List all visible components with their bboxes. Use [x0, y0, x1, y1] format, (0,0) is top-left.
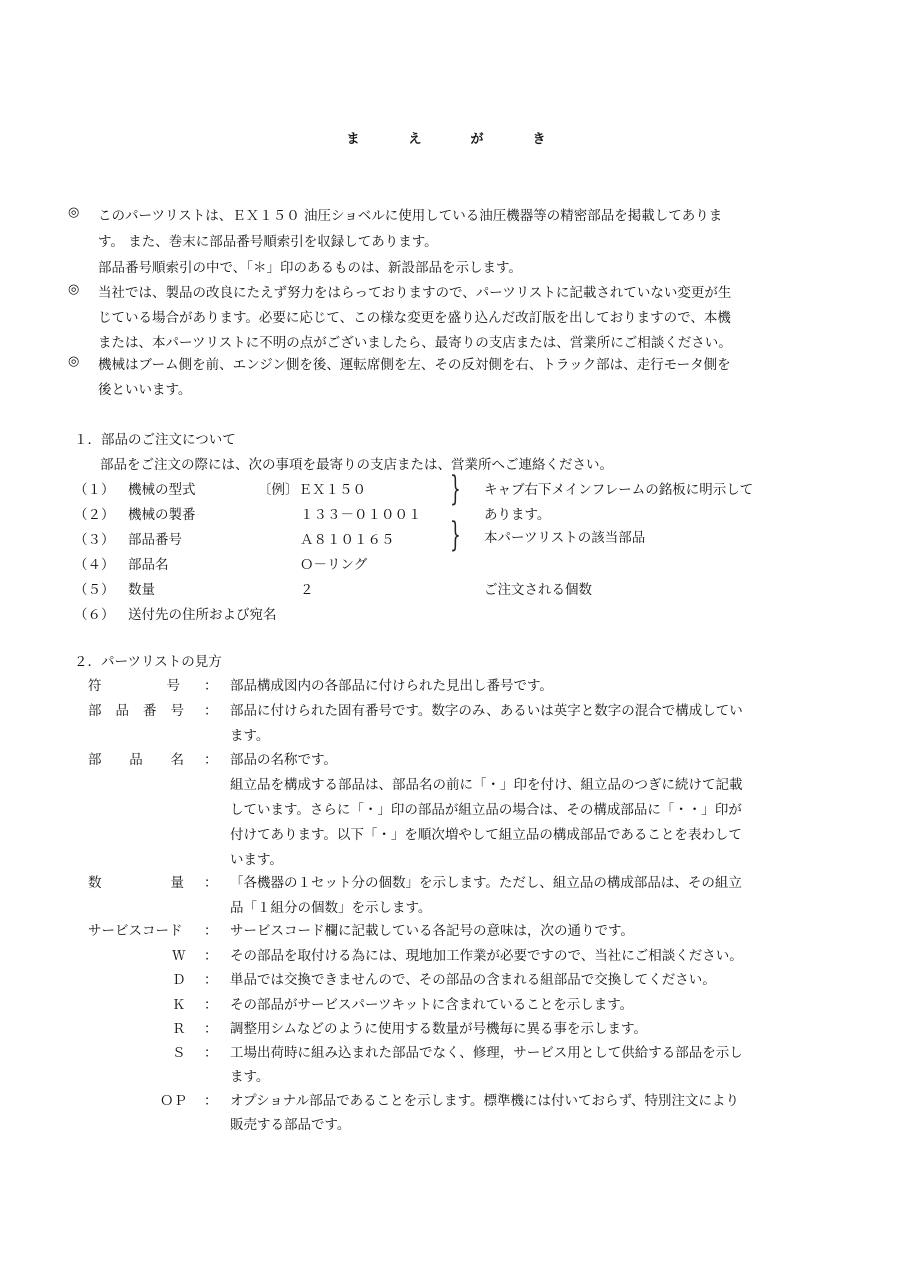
preface-p2-line-3: または、本パーツリストに不明の点がございましたら、最寄りの支店または、営業所にご相談ください。: [98, 335, 732, 351]
term-label: 部品名: [88, 752, 184, 768]
term-description: ます。: [230, 728, 270, 744]
order-item-number: （１）: [74, 482, 115, 498]
preface-p1-line-3: 部品番号順索引の中で、「＊」印のあるものは、新設部品を示します。: [98, 260, 522, 276]
order-item-label: 機械の型式: [128, 482, 196, 498]
service-code: Ｋ: [172, 997, 186, 1013]
service-code-description: 販売する部品です。: [230, 1117, 351, 1133]
brace-icon: }: [450, 469, 461, 509]
service-code-description: 工場出荷時に組み込まれた部品でなく、修理，サービス用として供給する部品を示し: [230, 1045, 743, 1061]
note-plate-line-2: あります。: [484, 507, 551, 523]
section1-intro: 部品をご注文の際には、次の事項を最寄りの支店または、営業所へご連絡ください。: [100, 457, 613, 473]
order-item-label: 送付先の住所および宛名: [128, 607, 277, 623]
order-item-label: 数量: [128, 582, 155, 598]
note-parts-list: 本パーツリストの該当部品: [484, 530, 646, 546]
order-item-number: （６）: [74, 607, 115, 623]
order-item-number: （５）: [74, 582, 115, 598]
term-label: 数量: [88, 875, 184, 891]
term-description: 部品に付けられた固有番号です。数字のみ、あるいは英字と数字の混合で構成してい: [230, 703, 743, 719]
order-item-value: Ａ８１０１６５: [300, 532, 395, 548]
preface-p1-line-2: す。 また、巻末に部品番号順索引を収録してあります。: [98, 234, 438, 250]
service-code-description: その部品がサービスパーツキットに含まれていることを示します。: [230, 997, 634, 1013]
term-label: サービスコード: [88, 923, 183, 939]
service-code: Ｗ: [172, 948, 186, 964]
service-code: Ｒ: [172, 1021, 186, 1037]
preface-p2-line-2: じている場合があります。必要に応じて、この様な変更を盛り込んだ改訂版を出しておりますので、本機: [98, 310, 731, 326]
term-colon: ：: [204, 678, 218, 694]
order-item-number: （２）: [74, 507, 115, 523]
term-colon: ：: [204, 997, 218, 1013]
term-description: しています。さらに「・」印の部品が組立品の場合は、その構成部品に「・・」印が: [230, 802, 742, 818]
term-colon: ：: [204, 1045, 218, 1061]
term-colon: ：: [204, 923, 218, 939]
term-description: 品「１組分の個数」を示します。: [230, 900, 432, 916]
order-item-label: 部品名: [128, 557, 169, 573]
service-code: Ｄ: [172, 972, 186, 988]
preface-p1-line-1: このパーツリストは、ＥＸ１５０ 油圧ショベルに使用している油圧機器等の精密部品を掲載してありま: [98, 208, 723, 224]
preface-p3-line-2: 後といいます。: [98, 382, 192, 398]
page-title: ま え が き: [346, 132, 564, 147]
order-item-number: （３）: [74, 532, 115, 548]
service-code: ＯＰ: [160, 1093, 187, 1109]
service-code-description: 調整用シムなどのように使用する数量が号機毎に異る事を示します。: [230, 1021, 647, 1037]
service-code-description: オプショナル部品であることを示します。標準機には付いておらず、特別注文により: [230, 1093, 739, 1109]
term-description: 部品構成図内の各部品に付けられた見出し番号です。: [230, 678, 553, 694]
section1-heading: １．部品のご注文について: [74, 432, 236, 448]
service-code-description: ます。: [230, 1069, 270, 1085]
term-colon: ：: [204, 752, 218, 768]
term-colon: ：: [204, 1093, 218, 1109]
order-item-value: Ｏ－リング: [300, 557, 368, 573]
note-quantity: ご注文される個数: [484, 582, 592, 598]
term-description: 組立品を構成する部品は、部品名の前に「・」印を付け、組立品のつぎに続けて記載: [230, 777, 743, 793]
preface-p3-line-1: 機械はブーム側を前、エンジン側を後、運転席側を左、その反対側を右、トラック部は、走行モータ側を: [98, 357, 731, 373]
order-item-value: ２: [300, 582, 314, 598]
bullet-icon: ◎: [68, 354, 80, 369]
order-item-value: 〔例〕ＥＸ１５０: [258, 482, 366, 498]
order-item-label: 機械の製番: [128, 507, 196, 523]
brace-icon: }: [450, 515, 461, 555]
service-code-description: その部品を取付ける為には、現地加工作業が必要ですので、当社にご相談ください。: [230, 948, 743, 964]
order-item-number: （４）: [74, 557, 115, 573]
term-colon: ：: [204, 972, 218, 988]
term-label: 符号: [88, 678, 180, 694]
term-colon: ：: [204, 948, 218, 964]
term-colon: ：: [204, 875, 218, 891]
bullet-icon: ◎: [68, 282, 80, 297]
term-description: サービスコード欄に記載している各記号の意味は，次の通りです。: [230, 923, 634, 939]
term-colon: ：: [204, 703, 218, 719]
service-code: Ｓ: [172, 1045, 186, 1061]
term-description: います。: [230, 852, 283, 868]
term-label: 部品番号: [88, 703, 184, 719]
bullet-icon: ◎: [68, 205, 80, 220]
note-plate-line-1: キャブ右下メインフレームの銘板に明示して: [484, 482, 754, 498]
order-item-value: １３３－０１００１: [300, 507, 422, 523]
preface-p2-line-1: 当社では、製品の改良にたえず努力をはらっておりますので、パーツリストに記載されていない変更が生: [98, 285, 732, 301]
order-item-label: 部品番号: [128, 532, 182, 548]
service-code-description: 単品では交換できませんので、その部品の含まれる組部品で交換してください。: [230, 972, 716, 988]
term-description: 部品の名称です。: [230, 752, 337, 768]
term-colon: ：: [204, 1021, 218, 1037]
term-description: 付けてあります。以下「・」を順次増やして組立品の構成部品であることを表わして: [230, 827, 742, 843]
term-description: 「各機器の１セット分の個数」を示します。ただし、組立品の構成部品は、その組立: [230, 875, 742, 891]
section2-heading: ２．パーツリストの見方: [74, 654, 222, 670]
